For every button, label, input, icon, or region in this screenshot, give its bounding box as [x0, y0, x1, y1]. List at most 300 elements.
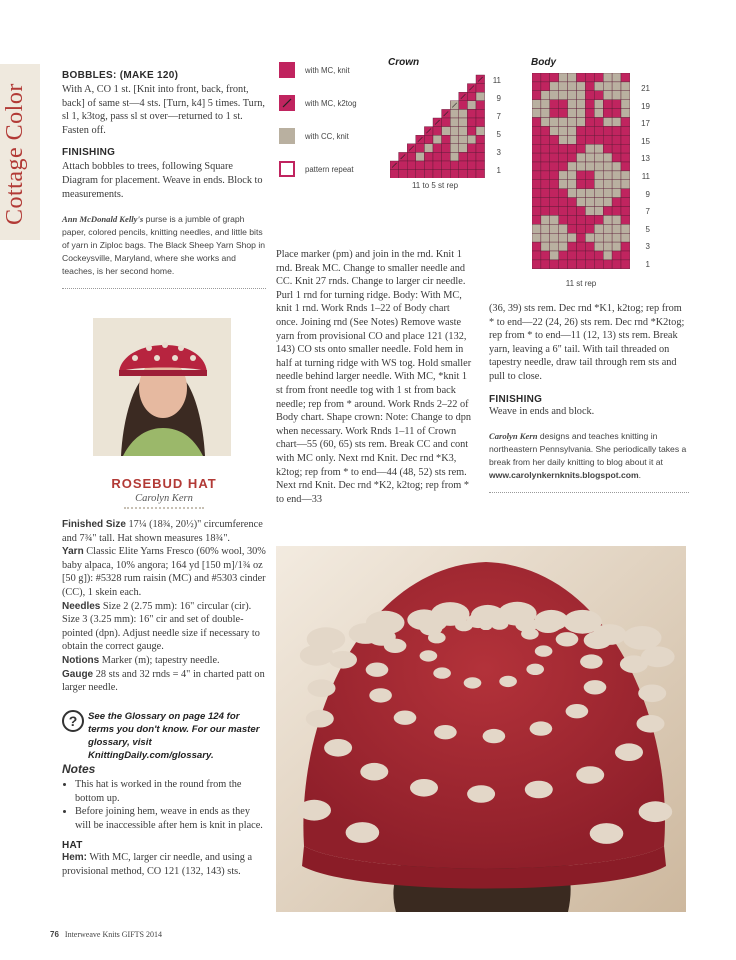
- right-column: [489, 302, 689, 493]
- cc-swatch: [279, 128, 295, 144]
- chart-cell: [594, 153, 603, 162]
- chart-cell: [424, 152, 433, 161]
- chart-cell: [550, 189, 559, 198]
- rosette: [467, 785, 495, 803]
- body-caption: 11 st rep: [565, 279, 597, 288]
- chart-cell: [568, 224, 577, 233]
- chart-cell: [541, 171, 550, 180]
- chart-cell: [467, 118, 476, 127]
- chart-cell: [603, 135, 612, 144]
- chart-cell: [550, 109, 559, 118]
- rosette: [498, 602, 537, 626]
- chart-cell: [559, 207, 568, 216]
- chart-cell: [541, 135, 550, 144]
- chart-cell: [594, 224, 603, 233]
- chart-cell: [532, 109, 541, 118]
- chart-cell: [568, 171, 577, 180]
- chart-cell: [433, 127, 442, 136]
- chart-cell: [603, 242, 612, 251]
- chart-cell: [467, 144, 476, 153]
- hat-heading: HAT: [62, 840, 83, 852]
- repeat-swatch: [279, 161, 295, 177]
- chart-cell: [577, 162, 586, 171]
- legend-mc-knit: with MC, knit: [279, 60, 379, 80]
- chart-cell: [541, 251, 550, 260]
- chart-cell: [550, 153, 559, 162]
- chart-cell: [585, 242, 594, 251]
- chart-cell: [559, 118, 568, 127]
- rosette: [366, 663, 389, 677]
- chart-cell: [594, 260, 603, 269]
- chart-cell: [433, 161, 442, 170]
- chart-cell: [467, 127, 476, 136]
- chart-cell: [416, 170, 425, 178]
- chart-cell: [559, 171, 568, 180]
- bio-name-right: Carolyn Kern: [489, 431, 538, 442]
- chart-cell: [433, 144, 442, 153]
- chart-cell: [603, 100, 612, 109]
- chart-cell: [550, 100, 559, 109]
- chart-cell: [612, 144, 621, 153]
- chart-cell: [559, 82, 568, 91]
- chart-cell: [532, 180, 541, 189]
- chart-cell: [467, 135, 476, 144]
- chart-cell: [532, 224, 541, 233]
- title-ornament: [124, 507, 204, 509]
- chart-cell: [459, 118, 468, 127]
- rosette: [535, 610, 569, 631]
- chart-cell: [577, 135, 586, 144]
- chart-cell: [541, 189, 550, 198]
- spec-gauge: Gauge 28 sts and 32 rnds = 4" in charted patt on larger needle.: [62, 668, 265, 694]
- chart-cell: [594, 198, 603, 207]
- chart-cell: [433, 152, 442, 161]
- pattern-title-block: [62, 476, 266, 509]
- chart-cell: [594, 207, 603, 216]
- rosette: [433, 667, 451, 678]
- chart-cell: [450, 127, 459, 136]
- chart-cell: [568, 198, 577, 207]
- chart-cell: [603, 251, 612, 260]
- body-chart: [532, 73, 630, 275]
- chart-cell: [541, 91, 550, 100]
- rosette: [639, 801, 673, 822]
- chart-cell: [550, 144, 559, 153]
- chart-cell: [612, 126, 621, 135]
- chart-cell: [541, 207, 550, 216]
- rosette: [590, 823, 624, 844]
- chart-cell: [459, 170, 468, 178]
- chart-cell: [603, 207, 612, 216]
- chart-cell: [550, 162, 559, 171]
- chart-cell: [550, 118, 559, 127]
- crown-row-labels: 11 9 7 5 3 1: [492, 76, 501, 175]
- rosette: [623, 626, 662, 650]
- chart-cell: [577, 82, 586, 91]
- bio-text: purse is a jumble of graph paper, colored pencils, knitting needles, and little bits of yarn in Ziploc bags. The Black Sheep Yarn Shop in Cockeysville, Maryland, where she works and teaches, is her second home.: [62, 214, 266, 277]
- legend-pattern-repeat: pattern repeat: [279, 159, 379, 179]
- chart-cell: [612, 171, 621, 180]
- chart-cell: [568, 207, 577, 216]
- chart-cell: [603, 82, 612, 91]
- chart-cell: [541, 126, 550, 135]
- chart-cell: [459, 152, 468, 161]
- chart-cell: [568, 109, 577, 118]
- chart-cell: [585, 189, 594, 198]
- chart-cell: [550, 73, 559, 82]
- rosette: [297, 800, 331, 821]
- chart-cell: [559, 224, 568, 233]
- designer-bio-right: Carolyn Kern designs and teaches knitting in northeastern Pennsylvania. She periodically takes a break from her daily knitting to blog about it at www.carolynkernknits.blogspot.com.: [489, 431, 687, 481]
- k2tog-swatch: [279, 95, 295, 111]
- rosette: [464, 677, 482, 688]
- chart-cell: [541, 215, 550, 224]
- chart-cell: [442, 118, 451, 127]
- chart-cell: [541, 224, 550, 233]
- finishing-heading: FINISHING: [62, 147, 116, 159]
- chart-cell: [559, 162, 568, 171]
- rosette: [526, 664, 544, 675]
- chart-cell: [594, 242, 603, 251]
- chart-cell: [568, 233, 577, 242]
- chart-cell: [577, 242, 586, 251]
- chart-cell: [532, 198, 541, 207]
- chart-cell: [585, 73, 594, 82]
- chart-cell: [612, 100, 621, 109]
- pattern-designer: Carolyn Kern: [135, 493, 193, 504]
- chart-cell: [594, 73, 603, 82]
- chart-cell: [450, 161, 459, 170]
- rosette: [499, 676, 517, 687]
- chart-cell: [424, 144, 433, 153]
- chart-cell: [532, 135, 541, 144]
- chart-cell: [577, 100, 586, 109]
- chart-cell: [568, 153, 577, 162]
- note-item: • This hat is worked in the round from the bottom up.: [75, 778, 266, 805]
- chart-cell: [594, 109, 603, 118]
- chart-cell: [532, 144, 541, 153]
- chart-cell: [577, 153, 586, 162]
- chart-cell: [550, 135, 559, 144]
- chart-cell: [603, 91, 612, 100]
- rosette: [369, 688, 392, 702]
- chart-cell: [407, 152, 416, 161]
- chart-cell: [459, 135, 468, 144]
- rosette: [637, 715, 665, 733]
- chart-cell: [550, 260, 559, 269]
- chart-cell: [585, 118, 594, 127]
- chart-cell: [459, 161, 468, 170]
- rosette: [308, 679, 336, 697]
- chart-cell: [532, 215, 541, 224]
- spec-yarn: Yarn Classic Elite Yarns Fresco (60% wool, 30% baby alpaca, 10% angora; 164 yd [150 m]/1¾ oz [50 g]): #5328 rum raisin (MC) and #5303 cinder (CC), 1 skein each.: [62, 546, 266, 598]
- spec-finished-size: Finished Size 17¼ (18¾, 20½)" circumference and 7¾" tall. Hat shown measures 18¾".: [62, 519, 263, 544]
- chart-cell: [559, 153, 568, 162]
- rosette: [329, 651, 357, 669]
- chart-cell: [603, 109, 612, 118]
- chart-cell: [612, 224, 621, 233]
- chart-cell: [603, 144, 612, 153]
- chart-cell: [568, 215, 577, 224]
- chart-cell: [467, 109, 476, 118]
- rosette: [580, 654, 603, 668]
- chart-cell: [467, 170, 476, 178]
- chart-cell: [577, 207, 586, 216]
- chart-cell: [603, 171, 612, 180]
- chart-cell: [612, 162, 621, 171]
- chart-cell: [603, 180, 612, 189]
- chart-cell: [532, 118, 541, 127]
- chart-cell: [532, 260, 541, 269]
- chart-cell: [559, 91, 568, 100]
- rosette: [420, 650, 438, 661]
- glossary-text[interactable]: See the Glossary on page 124 for terms you don't know. For our master glossary, visit KnittingDaily.com/glossary.: [88, 711, 260, 761]
- chart-cell: [594, 135, 603, 144]
- chart-cell: [577, 215, 586, 224]
- chart-cell: [585, 171, 594, 180]
- mid-column-text: Place marker (pm) and join in the rnd. Knit 1 rnd. Break MC. Change to smaller needle and CC. Knit 27 rnds. Change to larger cir needle. Purl 1 rnd for turning ridge. Body: With MC, knit 1 rnd. Work Rnds 1–22 of Body chart once. Joining rnd (See Notes) Remove waste yarn from provisional CO and place 121 (132, 143) CO sts onto smaller needle. Fold hem in half at turning ridge with WS tog. Hold smaller needle behind larger needle. With MC, *knit 1 st from front needle tog with 1 st from back needle; rep from * around. Work Rnds 2–22 of Body chart. Shape crown: Note: Change to dpn when necessary. Work Rnds 1–11 of Crown chart—55 (60, 65) sts rem. Break CC and cont with MC only. Next rnd Knit. Dec rnd *K3, k2tog; rep from * to end—44 (48, 52) sts rem. Next rnd Knit. Dec rnd *K2, k2tog; rep from * to end—33: [276, 249, 472, 505]
- chart-cell: [450, 118, 459, 127]
- chart-cell: [532, 91, 541, 100]
- chart-cell: [612, 153, 621, 162]
- bio-name: Ann McDonald Kelly's: [62, 214, 144, 225]
- chart-cell: [532, 189, 541, 198]
- body-chart-grid: [532, 73, 630, 275]
- chart-cell: [550, 198, 559, 207]
- publication-name: Interweave Knits GIFTS 2014: [64, 930, 162, 939]
- chart-cell: [577, 260, 586, 269]
- crown-caption: 11 to 5 st rep: [411, 181, 459, 190]
- chart-cell: [541, 82, 550, 91]
- rosette: [434, 725, 457, 739]
- chart-cell: [585, 260, 594, 269]
- chart-cell: [532, 162, 541, 171]
- chart-cell: [612, 73, 621, 82]
- chart-cell: [433, 170, 442, 178]
- chart-cell: [621, 73, 630, 82]
- chart-cell: [577, 233, 586, 242]
- chart-cell: [585, 153, 594, 162]
- chart-cell: [550, 180, 559, 189]
- chart-cell: [541, 242, 550, 251]
- chart-cell: [594, 251, 603, 260]
- chart-cell: [577, 109, 586, 118]
- chart-cell: [550, 82, 559, 91]
- body-chart-title: Body: [531, 57, 556, 68]
- chart-cell: [568, 91, 577, 100]
- rosette: [576, 766, 604, 784]
- chart-cell: [585, 109, 594, 118]
- chart-cell: [541, 260, 550, 269]
- rosette: [556, 632, 579, 646]
- chart-cell: [559, 100, 568, 109]
- chart-cell: [568, 118, 577, 127]
- rosette: [410, 779, 438, 797]
- finishing-text: Attach bobbles to trees, following Square Diagram for placement. Weave in ends. Block to measurements.: [62, 161, 263, 200]
- chart-cell: [568, 260, 577, 269]
- model-photo-illustration: [93, 318, 231, 456]
- chart-cell: [568, 144, 577, 153]
- bio-url[interactable]: www.carolynkernknits.blogspot.com: [489, 470, 639, 481]
- chart-cell: [585, 198, 594, 207]
- chart-cell: [559, 135, 568, 144]
- chart-cell: [612, 91, 621, 100]
- chart-cell: [433, 135, 442, 144]
- chart-cell: [603, 153, 612, 162]
- chart-cell: [577, 180, 586, 189]
- chart-cell: [585, 82, 594, 91]
- chart-cell: [612, 82, 621, 91]
- chart-cell: [594, 215, 603, 224]
- chart-cell: [603, 198, 612, 207]
- rosette: [306, 710, 334, 728]
- notes-section: [62, 762, 266, 879]
- chart-cell: [594, 233, 603, 242]
- chart-cell: [541, 198, 550, 207]
- chart-cell: [612, 251, 621, 260]
- chart-cell: [568, 251, 577, 260]
- chart-cell: [550, 126, 559, 135]
- crown-chart-title: Crown: [388, 57, 420, 68]
- chart-cell: [424, 135, 433, 144]
- chart-cell: [612, 242, 621, 251]
- divider: [62, 284, 266, 289]
- chart-cell: [532, 242, 541, 251]
- rosette: [394, 711, 417, 725]
- chart-cell: [559, 180, 568, 189]
- rosette: [584, 680, 607, 694]
- rosette: [638, 685, 666, 703]
- finishing-heading-right: FINISHING: [489, 393, 543, 405]
- chart-cell: [541, 100, 550, 109]
- chart-cell: [594, 118, 603, 127]
- chart-cell: [603, 233, 612, 242]
- chart-cell: [585, 207, 594, 216]
- chart-cell: [612, 233, 621, 242]
- chart-cell: [585, 224, 594, 233]
- rosette: [366, 611, 405, 635]
- rosette: [535, 645, 553, 656]
- chart-cell: [450, 170, 459, 178]
- bobbles-text: With A, CO 1 st. [Knit into front, back, front, back] of same st—4 sts. [Turn, k4] 5 times. Turn, sl 1, k3tog, pass sl st over—returned to 1 st. Fasten off.: [62, 84, 265, 136]
- notes-list: [62, 778, 266, 832]
- chart-cell: [559, 126, 568, 135]
- chart-cell: [459, 144, 468, 153]
- chart-cell: [568, 189, 577, 198]
- chart-cell: [424, 161, 433, 170]
- legend-mc-k2tog: with MC, k2tog: [279, 93, 379, 113]
- left-column: [62, 70, 266, 289]
- chart-cell: [568, 135, 577, 144]
- rosette: [307, 627, 346, 651]
- chart-cell: [577, 198, 586, 207]
- chart-cell: [577, 118, 586, 127]
- chart-cell: [550, 242, 559, 251]
- chart-cell: [559, 215, 568, 224]
- chart-cell: [585, 180, 594, 189]
- chart-cell: [450, 109, 459, 118]
- rosette: [483, 729, 506, 743]
- chart-cell: [550, 224, 559, 233]
- chart-cell: [559, 144, 568, 153]
- chart-cell: [550, 233, 559, 242]
- chart-cell: [532, 126, 541, 135]
- chart-cell: [550, 215, 559, 224]
- chart-cell: [550, 171, 559, 180]
- rosette: [525, 781, 553, 799]
- chart-cell: [532, 100, 541, 109]
- chart-cell: [577, 171, 586, 180]
- chart-cell: [541, 109, 550, 118]
- chart-cell: [416, 152, 425, 161]
- chart-cell: [603, 215, 612, 224]
- chart-cell: [603, 118, 612, 127]
- chart-cell: [390, 170, 399, 178]
- chart-cell: [585, 233, 594, 242]
- pattern-specs: [62, 518, 266, 695]
- chart-cell: [585, 135, 594, 144]
- chart-cell: [541, 162, 550, 171]
- chart-cell: [450, 144, 459, 153]
- hat-photo-illustration: [276, 546, 686, 912]
- chart-cell: [612, 215, 621, 224]
- chart-cell: [568, 162, 577, 171]
- chart-cell: [577, 144, 586, 153]
- hem-text: Hem: With MC, larger cir needle, and using a provisional method, CO 121 (132, 143) sts.: [62, 852, 253, 877]
- spec-notions: Notions Marker (m); tapestry needle.: [62, 654, 220, 666]
- glossary-callout: [62, 710, 268, 762]
- rosette: [324, 739, 352, 757]
- chart-cell: [407, 170, 416, 178]
- chart-cell: [577, 126, 586, 135]
- chart-cell: [467, 161, 476, 170]
- chart-cell: [577, 189, 586, 198]
- rosette: [530, 721, 553, 735]
- chart-cell: [585, 126, 594, 135]
- chart-cell: [541, 233, 550, 242]
- chart-cell: [612, 118, 621, 127]
- note-item: • Before joining hem, weave in ends as they will be inaccessible after hem is knit in place.: [75, 805, 266, 832]
- chart-cell: [594, 171, 603, 180]
- chart-cell: [532, 82, 541, 91]
- chart-cell: [467, 92, 476, 101]
- chart-cell: [559, 260, 568, 269]
- page-number: 76: [50, 930, 59, 939]
- chart-cell: [603, 126, 612, 135]
- chart-cell: [577, 224, 586, 233]
- divider-right: [489, 488, 689, 493]
- question-icon: ?: [62, 710, 84, 732]
- chart-cell: [585, 162, 594, 171]
- chart-cell: [568, 126, 577, 135]
- chart-cell: [559, 198, 568, 207]
- legend-cc-knit: with CC, knit: [279, 126, 379, 146]
- chart-cell: [603, 73, 612, 82]
- chart-cell: [550, 207, 559, 216]
- chart-cell: [399, 170, 408, 178]
- chart-cell: [594, 91, 603, 100]
- chart-cell: [532, 153, 541, 162]
- chart-cell: [585, 144, 594, 153]
- chart-cell: [612, 109, 621, 118]
- rosette: [563, 610, 602, 634]
- chart-cell: [568, 242, 577, 251]
- chart-cell: [541, 73, 550, 82]
- chart-cell: [568, 82, 577, 91]
- chart-cell: [594, 162, 603, 171]
- chart-cell: [532, 251, 541, 260]
- chart-cell: [541, 118, 550, 127]
